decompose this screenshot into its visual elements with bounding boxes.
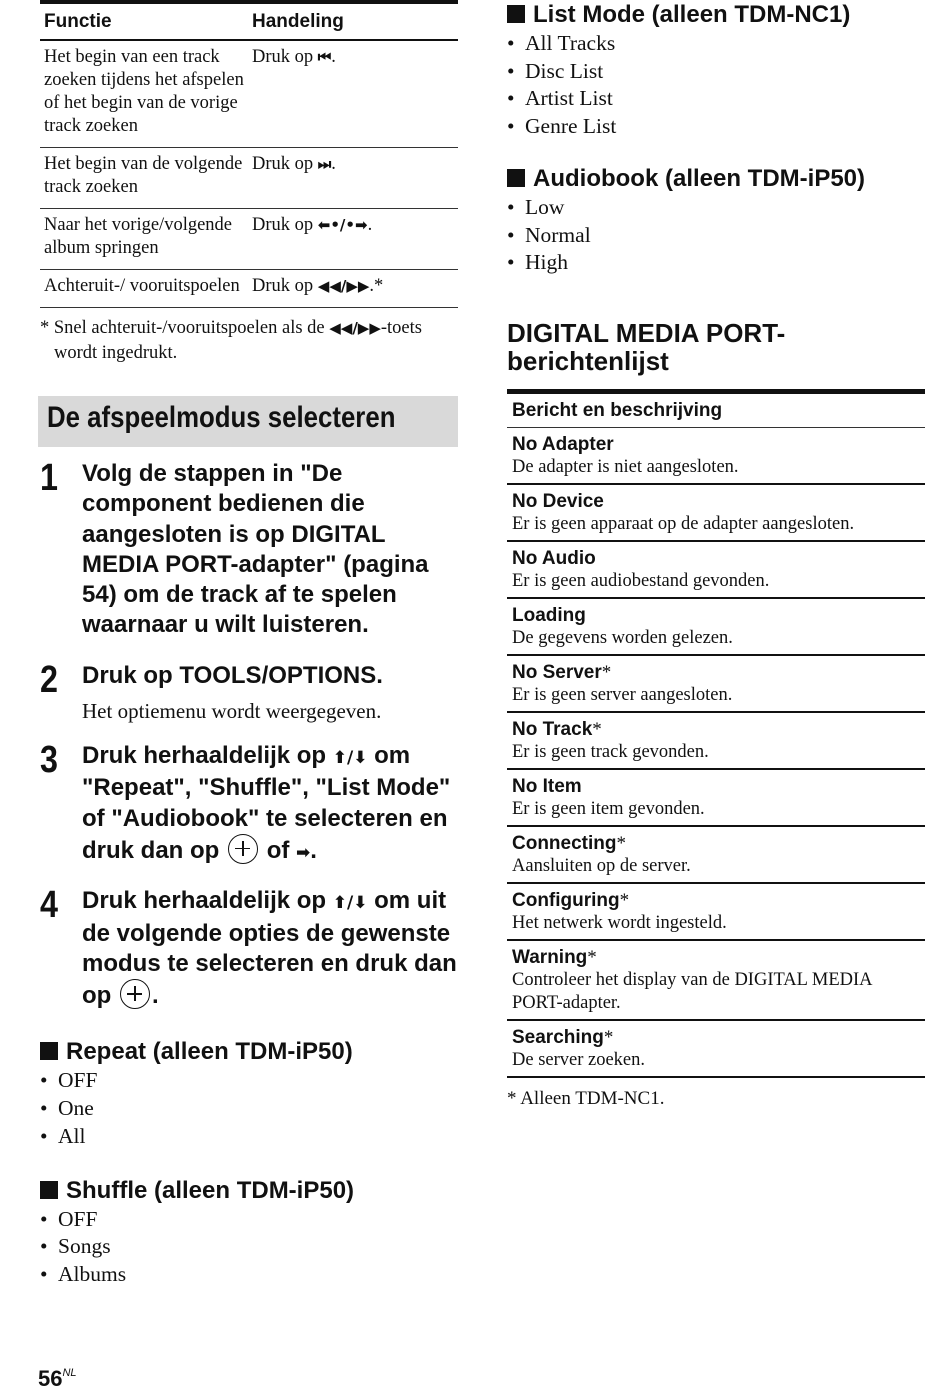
list-item: • Normal: [507, 222, 925, 250]
action-text: Druk op: [252, 276, 314, 296]
function-table: [40, 0, 458, 308]
message-name-text: Connecting: [512, 832, 617, 854]
rewind-forward-icon: ◀◀/▶▶: [329, 319, 381, 337]
enter-button-icon: [120, 979, 150, 1009]
step-text-part: .: [152, 982, 159, 1010]
message-name: [512, 832, 921, 855]
square-bullet-icon: [40, 1042, 58, 1060]
message-description: De adapter is niet aangesloten.: [512, 456, 739, 477]
step-number: 2: [40, 658, 58, 701]
enter-button-icon: [228, 834, 258, 864]
list-item: • High: [507, 249, 925, 277]
step-1: [38, 459, 458, 641]
message-cell: [507, 883, 925, 940]
step-text-part: om "Repeat", "Shuffle", "List Mode" of "Audiobook" te selecteren en druk dan op: [82, 742, 451, 864]
action-cell: [248, 209, 458, 270]
message-cell: [507, 1020, 925, 1077]
step-subtext: Het optiemenu wordt weergegeven.: [82, 699, 382, 724]
message-cell: [507, 541, 925, 598]
table-row: [507, 769, 925, 826]
list-item: • All: [40, 1123, 458, 1151]
audiobook-title: Audiobook (alleen TDM-iP50): [533, 164, 866, 192]
square-bullet-icon: [507, 5, 525, 23]
message-cell: [507, 484, 925, 541]
message-table: [507, 389, 925, 1078]
shuffle-heading: [40, 1176, 458, 1206]
right-arrow-icon: ➡: [296, 842, 311, 863]
footnote-marker: *: [592, 718, 602, 740]
next-track-icon: ⏭: [317, 155, 332, 173]
message-list-title-line2: berichtenlijst: [507, 345, 669, 376]
message-cell: [507, 769, 925, 826]
audiobook-group: [507, 164, 925, 277]
message-cell: [507, 940, 925, 1020]
step-text-part: Druk herhaaldelijk op: [82, 742, 327, 770]
repeat-options: [40, 1067, 458, 1150]
step-number: 3: [40, 739, 58, 782]
message-name: [512, 604, 921, 627]
message-name-text: No Item: [512, 775, 582, 797]
list-mode-options: [507, 30, 925, 141]
table-row: [507, 427, 925, 484]
list-mode-heading: [507, 0, 925, 30]
table-row: [40, 148, 458, 209]
footnote-marker: *: [587, 946, 597, 968]
shuffle-options: [40, 1206, 458, 1289]
step-2: [38, 658, 458, 725]
table-row: [507, 940, 925, 1020]
table-row: [40, 209, 458, 270]
square-bullet-icon: [507, 169, 525, 187]
step-number: 4: [40, 884, 58, 927]
message-name-text: No Audio: [512, 547, 596, 569]
action-cell: [248, 40, 458, 148]
step-text: Druk op TOOLS/OPTIONS.: [82, 661, 383, 689]
action-suffix: .*: [369, 276, 384, 296]
table-row: [507, 541, 925, 598]
action-cell: [248, 148, 458, 209]
message-name-text: No Adapter: [512, 433, 614, 455]
message-name: [512, 1026, 921, 1049]
message-description: Controleer het display van de DIGITAL MEDIA PORT-adapter.: [512, 969, 872, 1013]
function-cell: Achteruit-/ vooruitspoelen: [40, 270, 248, 308]
message-footnote: * Alleen TDM-NC1.: [507, 1087, 665, 1109]
footnote-suffix: -toets wordt ingedrukt.: [54, 318, 422, 363]
footnote-marker: *: [601, 661, 612, 683]
footnote-marker: *: [616, 832, 626, 854]
square-bullet-icon: [40, 1181, 58, 1199]
step-text-part: of: [266, 836, 290, 864]
message-description: Aansluiten op de server.: [512, 855, 691, 876]
action-suffix: .: [331, 47, 336, 67]
message-table-header: Bericht en beschrijving: [507, 391, 925, 427]
step-text: Volg de stappen in "De component bedienen die aangesloten is op DIGITAL MEDIA PORT-adapter" (pagina 54) om de track af te spelen waarnaar u wilt luisteren.: [82, 460, 429, 639]
action-text: Druk op: [252, 154, 314, 174]
message-description: Er is geen track gevonden.: [512, 741, 709, 762]
section-title-bar: [38, 396, 458, 447]
step-4: [38, 886, 458, 1011]
list-item: • Artist List: [507, 85, 925, 113]
list-item: • OFF: [40, 1067, 458, 1095]
step-text: [82, 741, 458, 868]
up-down-arrow-icon: ⬆/⬇: [332, 893, 368, 914]
shuffle-title: Shuffle (alleen TDM-iP50): [66, 1176, 355, 1204]
page-number: [38, 1366, 77, 1392]
table-row: [507, 484, 925, 541]
message-name-text: Loading: [512, 604, 586, 626]
step-text-part: Druk herhaaldelijk op: [82, 887, 327, 915]
list-item: • Disc List: [507, 58, 925, 86]
table-row: [507, 883, 925, 940]
message-description: Er is geen apparaat op de adapter aangesloten.: [512, 513, 855, 534]
step-text-part: .: [310, 836, 317, 864]
footnote-marker: *: [619, 889, 630, 911]
action-cell: [248, 270, 458, 308]
action-suffix: .: [331, 154, 336, 174]
table-row: [40, 270, 458, 308]
section-title: De afspeelmodus selecteren: [47, 401, 396, 434]
list-mode-group: [507, 0, 925, 141]
page-number-value: 56: [38, 1366, 63, 1391]
function-cell: Het begin van een track zoeken tijdens het afspelen of het begin van de vorige track zoeken: [40, 40, 248, 148]
action-suffix: .: [367, 215, 373, 235]
message-name: [512, 547, 921, 570]
rewind-forward-icon: ◀◀/▶▶: [317, 277, 370, 295]
message-name: [512, 889, 921, 912]
message-name: [512, 718, 921, 741]
header-action: Handeling: [248, 2, 458, 40]
function-cell: Naar het vorige/volgende album springen: [40, 209, 248, 270]
right-column: [507, 0, 925, 1110]
list-item: • OFF: [40, 1206, 458, 1234]
message-name-text: Configuring: [512, 889, 620, 911]
message-name: [512, 775, 921, 798]
action-text: Druk op: [252, 215, 314, 235]
message-cell: [507, 826, 925, 883]
message-cell: [507, 655, 925, 712]
message-name-text: Warning: [512, 946, 588, 968]
message-description: De server zoeken.: [512, 1049, 646, 1070]
table-row: [507, 826, 925, 883]
list-item: • One: [40, 1095, 458, 1123]
message-description: Er is geen item gevonden.: [512, 798, 705, 819]
message-name: [512, 661, 921, 684]
step-text: [82, 886, 458, 1011]
repeat-title: Repeat (alleen TDM-iP50): [66, 1038, 353, 1066]
list-item: • All Tracks: [507, 30, 925, 58]
list-item: • Low: [507, 194, 925, 222]
message-name-text: No Device: [512, 490, 604, 512]
message-list-title: [507, 319, 925, 375]
audiobook-heading: [507, 164, 925, 194]
message-description: Er is geen audiobestand gevonden.: [512, 570, 770, 591]
table-footnote: [40, 316, 450, 366]
list-item: • Songs: [40, 1233, 458, 1261]
left-column: [38, 0, 458, 1289]
message-name-text: Searching: [512, 1026, 604, 1048]
step-3: [38, 741, 458, 868]
header-function: Functie: [40, 2, 248, 40]
message-cell: [507, 598, 925, 655]
message-cell: [507, 427, 925, 484]
up-down-arrow-icon: ⬆/⬇: [332, 748, 368, 769]
message-name: [512, 946, 921, 969]
message-description: Het netwerk wordt ingesteld.: [512, 912, 727, 933]
message-description: De gegevens worden gelezen.: [512, 627, 733, 648]
list-mode-title: List Mode (alleen TDM-NC1): [533, 1, 851, 28]
repeat-heading: [40, 1037, 458, 1067]
message-name: [512, 490, 921, 513]
table-row: [507, 1020, 925, 1077]
message-name-text: No Track: [512, 718, 593, 740]
message-cell: [507, 712, 925, 769]
repeat-group: [40, 1037, 458, 1150]
action-text: Druk op: [252, 47, 314, 67]
list-item: • Genre List: [507, 113, 925, 141]
function-cell: Het begin van de volgende track zoeken: [40, 148, 248, 209]
table-row: [507, 598, 925, 655]
shuffle-group: [40, 1176, 458, 1289]
previous-track-icon: ⏮: [317, 48, 332, 66]
message-name: [512, 433, 921, 456]
page-language: NL: [62, 1367, 77, 1379]
table-row: [40, 40, 458, 148]
list-item: • Albums: [40, 1261, 458, 1289]
footnote-text: * Snel achteruit-/vooruitspoelen als de: [40, 318, 325, 338]
audiobook-options: [507, 194, 925, 277]
table-row: [507, 655, 925, 712]
table-row: [507, 712, 925, 769]
step-number: 1: [40, 457, 58, 499]
message-description: Er is geen server aangesloten.: [512, 684, 733, 705]
footnote-marker: *: [603, 1026, 614, 1048]
album-skip-icon: ⬅•/•➡: [317, 216, 368, 234]
message-list-title-line1: DIGITAL MEDIA PORT-: [507, 317, 786, 348]
step-text-part: om uit de volgende opties de gewenste modus te selecteren en druk dan op: [82, 887, 457, 1010]
message-name-text: No Server: [512, 661, 602, 683]
